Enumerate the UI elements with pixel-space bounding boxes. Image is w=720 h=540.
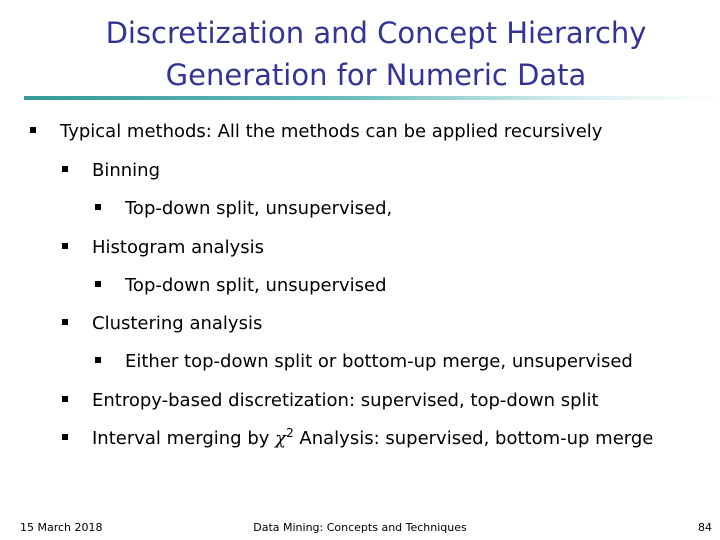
bullet-text: Clustering analysis — [92, 313, 263, 334]
bullet-clustering-sub — [95, 351, 633, 373]
bullet-text-prefix: Interval merging by — [92, 428, 276, 449]
bullet-histogram-sub — [95, 275, 387, 297]
chi-exponent: 2 — [286, 426, 294, 440]
slide-title-line-2: Generation for Numeric Data — [165, 58, 587, 92]
bullet-binning-sub — [95, 198, 392, 220]
bullet-square-icon — [62, 434, 68, 440]
bullet-square-icon — [62, 243, 68, 249]
bullet-text: Binning — [92, 160, 161, 181]
bullet-text: Top-down split, unsupervised — [125, 275, 387, 296]
bullet-interval-merging — [62, 428, 653, 450]
bullet-text: Either top-down split or bottom-up merge, unsupervised — [125, 351, 633, 372]
chi-symbol: χ — [275, 428, 287, 449]
bullet-text: Typical methods: All the methods can be applied recursively — [60, 121, 603, 142]
footer-page-number: 84 — [698, 521, 712, 534]
bullet-text: Top-down split, unsupervised, — [125, 198, 393, 219]
bullet-text-suffix: Analysis: supervised, bottom-up merge — [293, 428, 654, 449]
bullet-square-icon — [62, 396, 68, 402]
bullet-text: Entropy-based discretization: supervised, top-down split — [92, 390, 599, 411]
footer-course-title: Data Mining: Concepts and Techniques — [253, 521, 467, 534]
bullet-square-icon — [95, 357, 101, 363]
bullet-histogram — [62, 237, 264, 259]
bullet-clustering — [62, 313, 262, 335]
bullet-square-icon — [95, 281, 101, 287]
bullet-binning — [62, 160, 160, 182]
bullet-square-icon — [95, 204, 101, 210]
bullet-square-icon — [62, 319, 68, 325]
bullet-square-icon — [62, 166, 68, 172]
footer-date: 15 March 2018 — [20, 521, 103, 534]
bullet-typical-methods — [30, 121, 602, 143]
slide-title-line-1: Discretization and Concept Hierarchy — [105, 16, 647, 50]
bullet-text: Histogram analysis — [92, 237, 264, 258]
bullet-entropy — [62, 390, 599, 412]
bullet-square-icon — [30, 127, 36, 133]
